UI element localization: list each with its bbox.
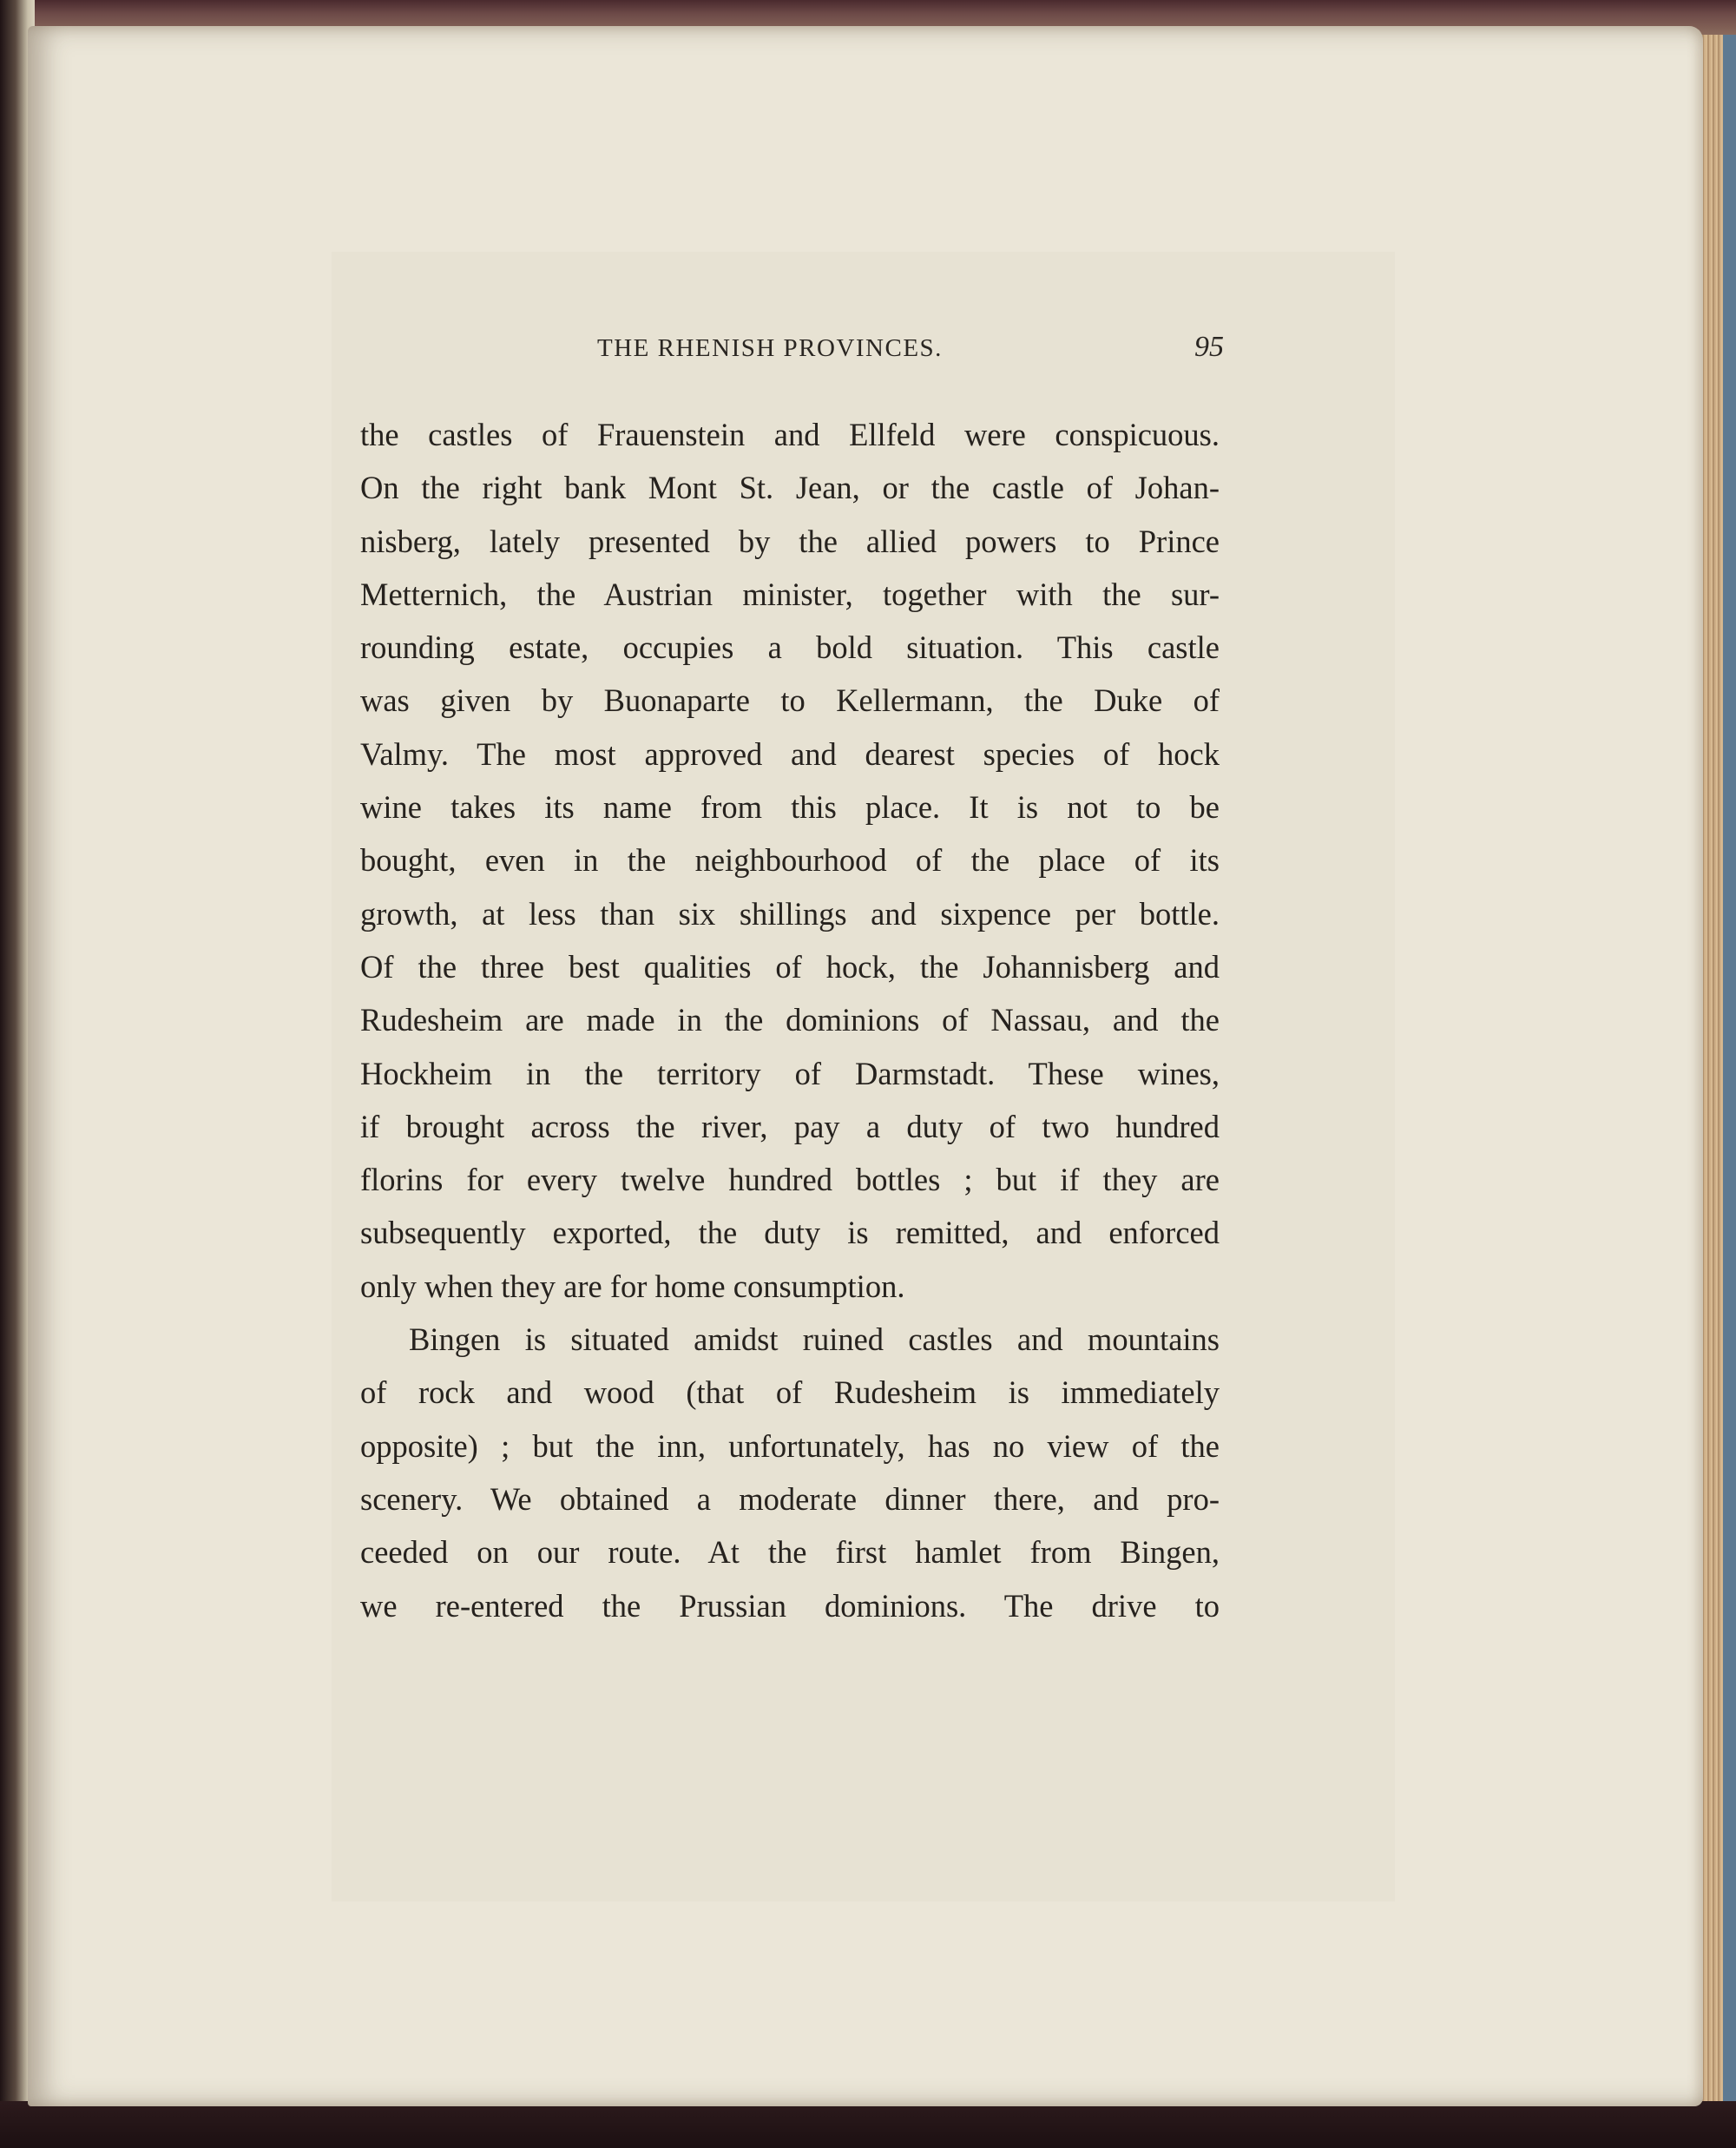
body-text xyxy=(360,408,1220,1632)
book-cover-edge xyxy=(1723,35,1736,2101)
paragraph-1 xyxy=(360,408,1220,1313)
text-line: opposite) ; but the inn, unfortunately, has no view of the xyxy=(360,1427,1220,1464)
text-line: of rock and wood (that of Rudesheim is immediately xyxy=(360,1374,1220,1411)
book-bottom-edge xyxy=(0,2101,1736,2148)
text-line: wine takes its name from this place. It is not to be xyxy=(360,789,1220,826)
text-line: subsequently exported, the duty is remitted, and enforced xyxy=(360,1215,1220,1251)
text-line: if brought across the river, pay a duty of two hundred xyxy=(360,1108,1220,1144)
page-number: 95 xyxy=(1194,331,1224,363)
running-head: THE RHENISH PROVINCES. xyxy=(597,334,943,362)
text-line: florins for every twelve hundred bottles ; but if they are xyxy=(360,1162,1220,1198)
text-line: Rudesheim are made in the dominions of Nassau, and the xyxy=(360,1002,1220,1038)
text-line: rounding estate, occupies a bold situation. This castle xyxy=(360,629,1220,666)
text-line: only when they are for home consumption. xyxy=(360,1268,905,1304)
text-line: Of the three best qualities of hock, the Johannisberg and xyxy=(360,948,1220,985)
text-line: On the right bank Mont St. Jean, or the castle of Johan- xyxy=(360,470,1220,506)
text-line: we re-entered the Prussian dominions. The drive to xyxy=(360,1587,1220,1624)
paragraph-2 xyxy=(360,1313,1220,1632)
text-line: Metternich, the Austrian minister, together with the sur- xyxy=(360,576,1220,612)
text-line: Hockheim in the territory of Darmstadt. These wines, xyxy=(360,1055,1220,1091)
text-line: bought, even in the neighbourhood of the place of its xyxy=(360,842,1220,879)
text-line: ceeded on our route. At the first hamlet from Bingen, xyxy=(360,1534,1220,1571)
text-line: the castles of Frauenstein and Ellfeld were conspicuous. xyxy=(360,417,1220,452)
text-line: was given by Buonaparte to Kellermann, the Duke of xyxy=(360,682,1220,719)
text-line: scenery. We obtained a moderate dinner there, and pro- xyxy=(360,1480,1220,1517)
text-line: Valmy. The most approved and dearest species of hock xyxy=(360,735,1220,772)
text-line: nisberg, lately presented by the allied powers to Prince xyxy=(360,523,1220,559)
page-header xyxy=(373,331,1224,378)
text-line: Bingen is situated amidst ruined castles and mountains xyxy=(409,1321,1220,1358)
text-line: growth, at less than six shillings and sixpence per bottle. xyxy=(360,895,1220,932)
